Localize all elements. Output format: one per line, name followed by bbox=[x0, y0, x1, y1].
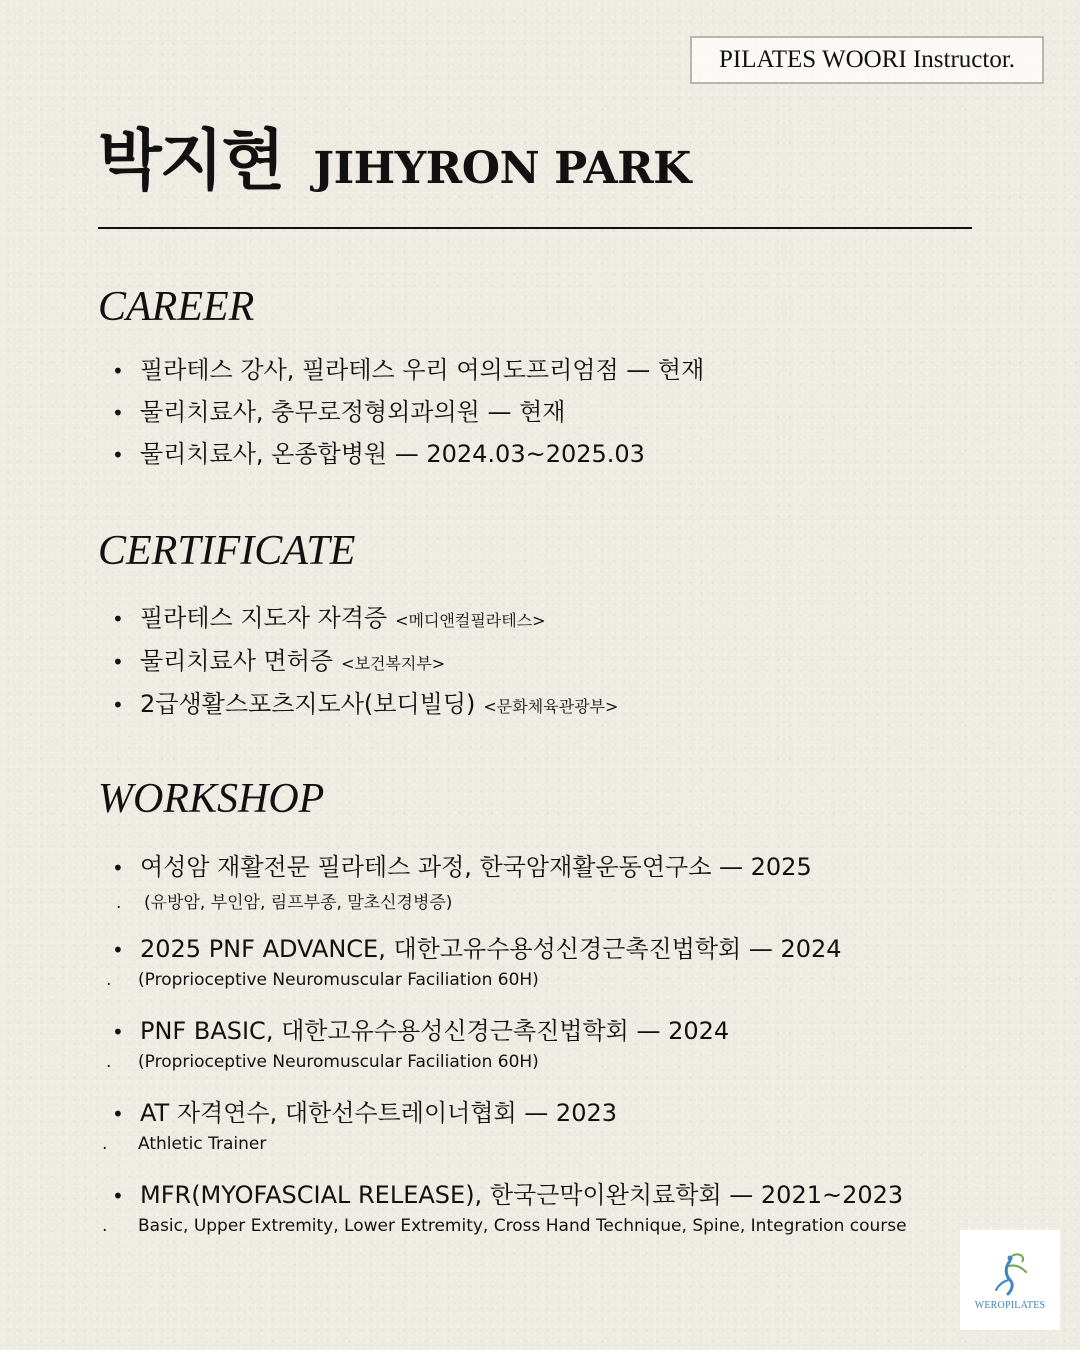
name-english: JIHYRON PARK bbox=[313, 143, 691, 194]
workshop-detail: . (Proprioceptive Neuromuscular Faciliation 60H) bbox=[106, 970, 539, 990]
logo-wordmark: WEROPILATES bbox=[974, 1299, 1046, 1311]
certificate-item: • 필라테스 지도자 자격증 <메디앤컬필라테스> bbox=[112, 604, 546, 632]
career-item: • 물리치료사, 온종합병원 — 2024.03~2025.03 bbox=[112, 440, 645, 468]
workshop-detail: . (유방암, 부인암, 림프부종, 말초신경병증) bbox=[116, 893, 453, 913]
workshop-item: • PNF BASIC, 대한고유수용성신경근촉진법학회 — 2024 bbox=[112, 1017, 730, 1045]
workshop-detail: . Basic, Upper Extremity, Lower Extremity, Cross Hand Technique, Spine, Integration course bbox=[102, 1216, 907, 1236]
career-title: CAREER bbox=[98, 284, 255, 330]
certificate-item: • 물리치료사 면허증 <보건복지부> bbox=[112, 647, 446, 675]
career-item: • 필라테스 강사, 필라테스 우리 여의도프리엄점 — 현재 bbox=[112, 356, 705, 384]
certificate-title: CERTIFICATE bbox=[98, 528, 356, 574]
workshop-title: WORKSHOP bbox=[98, 776, 325, 822]
workshop-item: • 2025 PNF ADVANCE, 대한고유수용성신경근촉진법학회 — 2024 bbox=[112, 935, 842, 963]
career-item: • 물리치료사, 충무로정형외과의원 — 현재 bbox=[112, 398, 566, 426]
workshop-detail: . Athletic Trainer bbox=[102, 1134, 267, 1154]
dancer-icon bbox=[988, 1250, 1032, 1298]
weropilates-logo bbox=[960, 1230, 1060, 1330]
name-header bbox=[98, 122, 691, 199]
certificate-item: • 2급생활스포츠지도사(보디빌딩) <문화체육관광부> bbox=[112, 690, 619, 718]
workshop-item: • AT 자격연수, 대한선수트레이너협회 — 2023 bbox=[112, 1099, 618, 1127]
workshop-item: • MFR(MYOFASCIAL RELEASE), 한국근막이완치료학회 — 2021~2023 bbox=[112, 1181, 904, 1209]
instructor-badge: PILATES WOORI Instructor. bbox=[690, 36, 1044, 84]
workshop-item: • 여성암 재활전문 필라테스 과정, 한국암재활운동연구소 — 2025 bbox=[112, 853, 812, 881]
header-divider bbox=[98, 227, 972, 229]
name-korean: 박지현 bbox=[98, 122, 284, 199]
workshop-detail: . (Proprioceptive Neuromuscular Faciliation 60H) bbox=[106, 1052, 539, 1072]
